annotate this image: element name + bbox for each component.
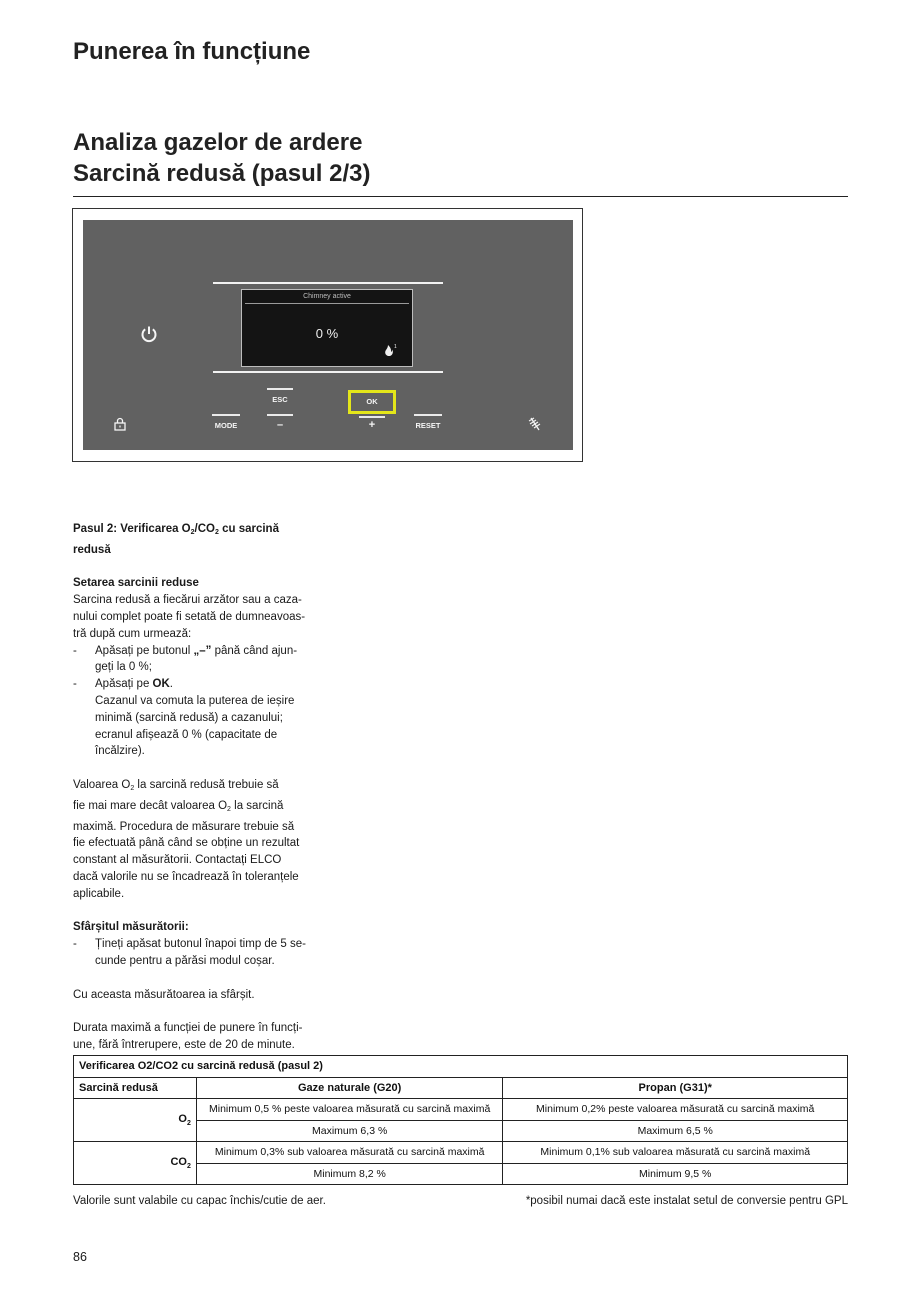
panel-bottom-line	[213, 371, 443, 373]
table-cell: Minimum 9,5 %	[503, 1163, 848, 1185]
lpg-footnote: *posibil numai dacă este instalat setul de conversie pentru GPL	[525, 1195, 848, 1207]
table-cell: Minimum 8,2 %	[196, 1163, 503, 1185]
ok-button[interactable]: OK	[366, 397, 378, 406]
step-title: Pasul 2: Verificarea $O_2/CO_2$ cu sarcină	[73, 523, 279, 536]
table-cell: Minimum 0,5 % peste valoarea măsurată cu sarcină maximă	[196, 1099, 503, 1121]
table-header-row	[74, 1077, 848, 1099]
title-divider	[73, 196, 848, 197]
o2-paragraph: fie efectuată până când se obține un rezultat	[73, 837, 300, 850]
esc-button-bar	[267, 388, 293, 390]
minus-button-bar	[267, 414, 293, 416]
mode-button-bar	[212, 414, 240, 416]
table-cell: Minimum 0,3% sub valoarea măsurată cu sarcină maximă	[196, 1142, 503, 1164]
table-header: Gaze naturale (G20)	[196, 1077, 503, 1099]
table-cell: Minimum 0,1% sub valoarea măsurată cu sarcină maximă	[503, 1142, 848, 1164]
end-note: Cu aceasta măsurătoarea ia sfârșit.	[73, 988, 255, 1001]
duration-note: une, fără întrerupere, este de 20 de minute.	[73, 1038, 295, 1051]
table-cell: Minimum 0,2% peste valoarea măsurată cu sarcină maximă	[503, 1099, 848, 1121]
table-header: Propan (G31)*	[503, 1077, 848, 1099]
minus-button[interactable]: –	[276, 419, 284, 431]
list-item: - Țineți apăsat butonul înapoi timp de 5 se- cunde pentru a părăsi modul coșar.	[73, 938, 306, 967]
reset-button-bar	[414, 414, 442, 416]
table-row	[74, 1142, 848, 1164]
screen-header: Chimney active	[303, 293, 351, 300]
section-title	[73, 127, 370, 189]
o2-label: $O_2$	[74, 1099, 197, 1142]
end-heading: Sfârșitul măsurătorii:	[73, 921, 189, 934]
list-item: - Apăsați pe butonul „–” până când ajun- geți la 0 %;	[73, 644, 298, 674]
o2-paragraph: constant al măsurătorii. Contactați ELCO	[73, 854, 282, 867]
o2-paragraph: dacă valorile nu se încadrează în toleranțele	[73, 870, 299, 883]
chimney-sweep-icon[interactable]	[528, 416, 542, 432]
table-cell: Maximum 6,5 %	[503, 1120, 848, 1142]
section-title-line-1: Analiza gazelor de ardere	[73, 129, 363, 156]
control-panel-figure	[72, 208, 583, 462]
o2-paragraph: Valoarea $O_2$ la sarcină redusă trebuie să	[73, 778, 279, 792]
table-title-row	[74, 1056, 848, 1078]
table-cell: Maximum 6,3 %	[196, 1120, 503, 1142]
table-header: Sarcină redusă	[74, 1077, 197, 1099]
setting-text: Sarcina redusă a fiecărui arzător sau a caza-	[73, 594, 302, 607]
o2-paragraph: fie mai mare decât valoarea $O_2$ la sarcină	[73, 799, 284, 813]
table-title: Verificarea O2/CO2 cu sarcină redusă (pasul 2)	[74, 1056, 848, 1078]
screen-value: 0 %	[315, 326, 339, 341]
list-item: - Apăsați pe OK. Cazanul va comuta la puterea de ieșire minimă (sarcină redusă) a cazanului; ecranul afișează 0 % (capacitate de încălzire).	[73, 678, 295, 758]
flame-icon	[384, 343, 397, 357]
page-title: Punerea în funcțiune	[73, 38, 311, 65]
o2-paragraph: maximă. Procedura de măsurare trebuie să	[73, 820, 295, 833]
co2-label: $CO_2$	[74, 1142, 197, 1185]
step-title-line-2: redusă	[73, 543, 111, 556]
setting-heading: Setarea sarcinii reduse	[73, 577, 199, 590]
section-title-line-2: Sarcină redusă (pasul 2/3)	[73, 160, 371, 187]
ok-button-bar	[359, 416, 385, 418]
o2-paragraph: aplicabile.	[73, 887, 125, 900]
o2-co2-table	[73, 1055, 848, 1185]
esc-button[interactable]: ESC	[272, 395, 288, 404]
lock-icon[interactable]	[113, 417, 127, 431]
power-icon[interactable]	[139, 324, 159, 344]
reset-button[interactable]: RESET	[415, 421, 441, 430]
page-number: 86	[73, 1250, 87, 1264]
setting-text: tră după cum urmează:	[73, 627, 192, 640]
panel-top-line	[213, 282, 443, 284]
instructions-text	[73, 521, 333, 1054]
validity-note: Valorile sunt valabile cu capac închis/cutie de aer.	[73, 1195, 326, 1207]
setting-text: nului complet poate fi setată de dumneavoas-	[73, 610, 306, 623]
duration-note: Durata maximă a funcției de punere în funcți-	[73, 1022, 303, 1035]
control-panel	[83, 220, 573, 450]
plus-button[interactable]: +	[368, 419, 376, 431]
screen-divider	[245, 303, 409, 304]
flame-index: 1	[394, 344, 397, 350]
display-screen	[241, 289, 413, 367]
table-row	[74, 1099, 848, 1121]
mode-button[interactable]: MODE	[214, 421, 238, 430]
